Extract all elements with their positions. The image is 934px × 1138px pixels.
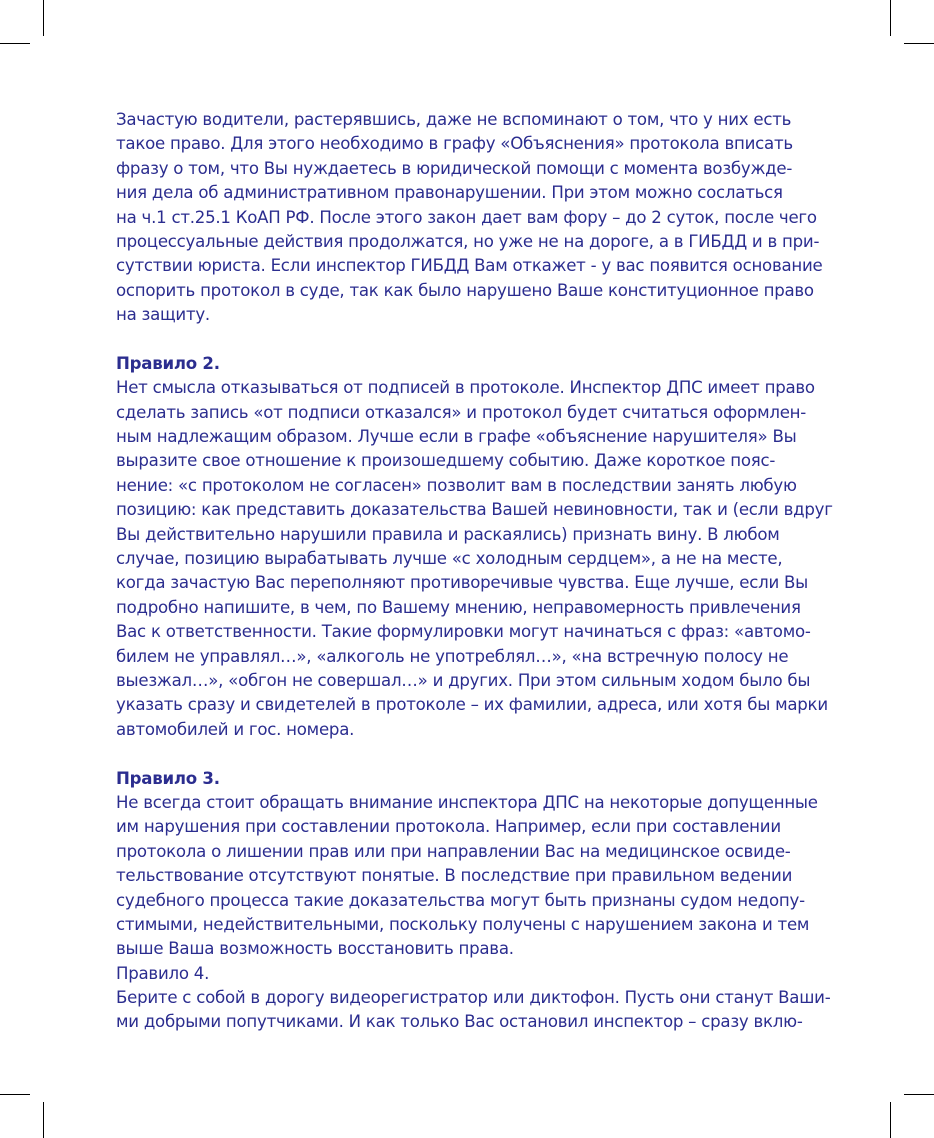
text-line: выше Ваша возможность восстановить права. [116, 939, 514, 959]
text-line: нение: «с протоколом не согласен» позволит вам в последствии занять любую [116, 475, 797, 495]
text-line: позицию: как представить доказательства Вашей невиновности, так и (если вдруг [116, 500, 833, 520]
text-line: Нет смысла отказываться от подписей в протоколе. Инспектор ДПС имеет право [116, 378, 815, 398]
text-line: фразу о том, что Вы нуждаетесь в юридической помощи с момента возбужде- [116, 158, 793, 178]
text-line: такое право. Для этого необходимо в графу «Объяснения» протокола вписать [116, 134, 793, 154]
text-line: на ч.1 ст.25.1 КоАП РФ. После этого закон дает вам фору – до 2 суток, после чего [116, 207, 817, 227]
crop-mark-bottom-right-horizontal [904, 1094, 934, 1095]
crop-mark-top-right-horizontal [904, 43, 934, 44]
text-line: выразите свое отношение к произошедшему событию. Даже короткое пояс- [116, 451, 776, 471]
rule-4-heading: Правило 4. [116, 963, 210, 983]
text-line: ным надлежащим образом. Лучше если в графе «объяснение нарушителя» Вы [116, 427, 797, 447]
text-line: выезжал…», «обгон не совершал…» и других. При этом сильным ходом было бы [116, 670, 811, 690]
crop-mark-top-left-horizontal [0, 43, 30, 44]
text-line: когда зачастую Вас переполняют противоречивые чувства. Еще лучше, если Вы [116, 573, 809, 593]
rule-4-section [116, 962, 831, 1035]
crop-mark-bottom-left-vertical [43, 1102, 44, 1138]
crop-mark-top-right-vertical [890, 0, 891, 36]
intro-paragraph [116, 108, 828, 328]
text-line: тельствование отсутствуют понятые. В последствие при правильном ведении [116, 866, 793, 886]
text-line: билем не управлял…», «алкоголь не употреблял…», «на встречную полосу не [116, 646, 789, 666]
rule-3-section [116, 767, 828, 962]
text-line: протокола о лишении прав или при направлении Вас на медицинское освиде- [116, 841, 791, 861]
text-line: указать сразу и свидетелей в протоколе – их фамилии, адреса, или хотя бы марки [116, 695, 828, 715]
rule-3-heading: Правило 3. [116, 768, 220, 788]
paragraph-gap [116, 328, 828, 352]
text-line: судебного процесса такие доказательства могут быть признаны судом недопу- [116, 890, 805, 910]
text-line: стимыми, недействительными, поскольку получены с нарушением закона и тем [116, 914, 810, 934]
text-line: оспорить протокол в суде, так как было нарушено Ваше конституционное право [116, 280, 814, 300]
text-line: процессуальные действия продолжатся, но уже не на дороге, а в ГИБДД и в при- [116, 231, 820, 251]
document-body [116, 108, 833, 1035]
text-line: ми добрыми попутчиками. И как только Вас остановил инспектор – сразу вклю- [116, 1012, 803, 1032]
paragraph-gap [116, 742, 828, 766]
rule-2-heading: Правило 2. [116, 353, 220, 373]
text-line: Зачастую водители, растерявшись, даже не вспоминают о том, что у них есть [116, 110, 792, 129]
text-line: случае, позицию вырабатывать лучше «с холодным сердцем», а не на месте, [116, 549, 783, 569]
text-line: сделать запись «от подписи отказался» и протокол будет считаться оформлен- [116, 402, 806, 422]
text-line: им нарушения при составлении протокола. Например, если при составлении [116, 817, 781, 837]
text-line: сутствии юриста. Если инспектор ГИБДД Вам откажет - у вас появится основание [116, 256, 823, 276]
text-line: Не всегда стоит обращать внимание инспектора ДПС на некоторые допущенные [116, 792, 818, 812]
text-line: подробно напишите, в чем, по Вашему мнению, неправомерность привлечения [116, 597, 801, 617]
text-line: автомобилей и гос. номера. [116, 719, 355, 739]
crop-mark-bottom-left-horizontal [0, 1094, 30, 1095]
text-line: Вы действительно нарушили правила и раскаялись) признать вину. В любом [116, 524, 780, 544]
text-line: на защиту. [116, 305, 210, 325]
crop-mark-bottom-right-vertical [890, 1102, 891, 1138]
crop-mark-top-left-vertical [43, 0, 44, 36]
text-line: ния дела об административном правонарушении. При этом можно сослаться [116, 183, 783, 203]
text-line: Вас к ответственности. Такие формулировки могут начинаться с фраз: «автомо- [116, 622, 811, 642]
rule-2-section [116, 352, 833, 742]
text-line: Берите с собой в дорогу видеорегистратор или диктофон. Пусть они станут Ваши- [116, 988, 831, 1008]
